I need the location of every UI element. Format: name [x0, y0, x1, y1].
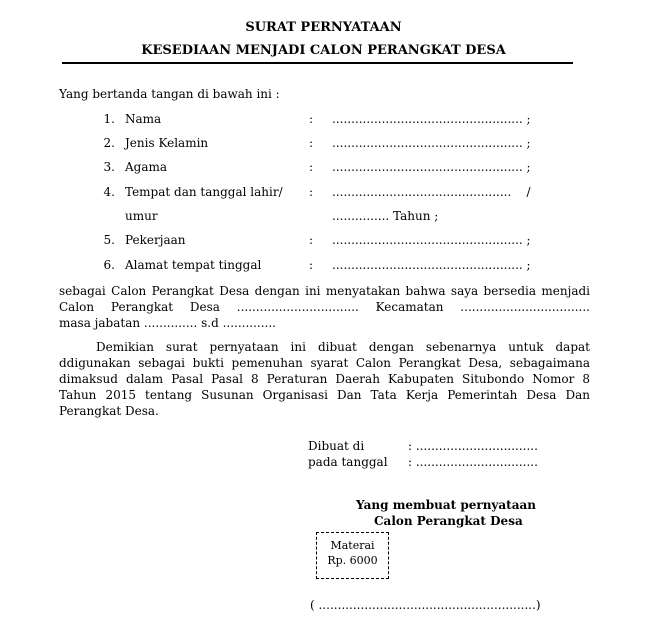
date-value: : ................................	[408, 455, 538, 469]
statement-line: sebagai Calon Perangkat Desa dengan ini menyatakan bahwa saya bersedia menjadi	[59, 284, 590, 298]
field-colon: :	[309, 160, 314, 174]
closing-line: ddigunakan sebagai bukti pemenuhan syarat Calon Perangkat Desa, sebagaimana	[59, 356, 590, 370]
signer-role: Calon Perangkat Desa	[374, 514, 523, 528]
field-number: 2.	[103, 136, 115, 150]
field-label-gender: Jenis Kelamin	[125, 136, 209, 150]
field-number: 1.	[103, 112, 115, 126]
field-label-address: Alamat tempat tinggal	[125, 258, 262, 272]
field-value-religion: .................................................. ;	[332, 160, 531, 174]
closing-line: Tahun 2015 tentang Susunan Organisasi Dan Tata Kerja Pemerintah Desa Dan	[59, 388, 590, 402]
title-divider	[62, 62, 573, 64]
field-value-name: .................................................. ;	[332, 112, 531, 126]
field-colon: :	[309, 136, 314, 150]
field-label-name: Nama	[125, 112, 162, 126]
stamp-label: Materai	[330, 539, 375, 552]
closing-line: dimaksud dalam Pasal Pasal 8 Peraturan Daerah Kabupaten Situbondo Nomor 8	[59, 372, 590, 386]
place-value: : ................................	[408, 439, 538, 453]
field-number: 5.	[103, 233, 115, 247]
statement-line: masa jabatan .............. s.d ..............	[59, 316, 276, 330]
stamp-box	[316, 532, 389, 579]
place-label: Dibuat di	[308, 439, 365, 453]
field-colon: :	[309, 233, 314, 247]
date-label: pada tanggal	[308, 455, 388, 469]
field-label-birth: Tempat dan tanggal lahir/	[125, 185, 283, 199]
field-value-age: ............... Tahun ;	[332, 209, 439, 223]
signature-line: ( .........................................................)	[310, 598, 541, 612]
field-number: 6.	[103, 258, 115, 272]
intro-text: Yang bertanda tangan di bawah ini :	[59, 87, 280, 101]
document-title: SURAT PERNYATAAN	[245, 20, 402, 35]
field-label-occupation: Pekerjaan	[125, 233, 186, 247]
document-subtitle: KESEDIAAN MENJADI CALON PERANGKAT DESA	[141, 43, 506, 58]
field-value-occupation: .................................................. ;	[332, 233, 531, 247]
field-value-gender: .................................................. ;	[332, 136, 531, 150]
field-number: 3.	[103, 160, 115, 174]
signer-title: Yang membuat pernyataan	[356, 498, 536, 512]
stamp-amount: Rp. 6000	[327, 554, 378, 567]
statement-line: Calon Perangkat Desa ................................ Kecamatan ..................................	[59, 300, 590, 314]
closing-line: Perangkat Desa.	[59, 404, 159, 418]
field-colon: :	[309, 185, 314, 199]
field-colon: :	[309, 258, 314, 272]
field-colon: :	[309, 112, 314, 126]
closing-line: Demikian surat pernyataan ini dibuat dengan sebenarnya untuk dapat	[96, 340, 590, 354]
field-label-religion: Agama	[125, 160, 168, 174]
field-value-birth: ............................................... /	[332, 185, 531, 199]
field-value-address: .................................................. ;	[332, 258, 531, 272]
field-number: 4.	[103, 185, 115, 199]
field-label-age: umur	[125, 209, 158, 223]
